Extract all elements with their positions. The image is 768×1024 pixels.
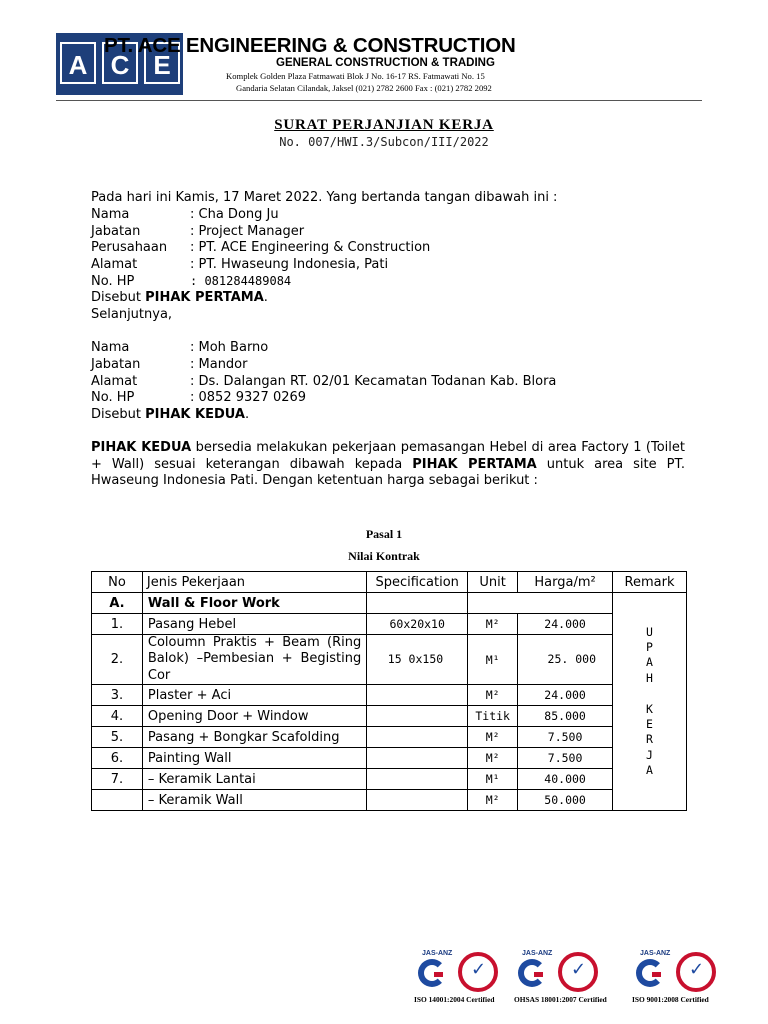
- statement-text: bersedia melakukan pekerjaan pemasangan Hebel di area Factory 1 (Toilet + Wall) sesuai keterangan dibawah kepada: [91, 440, 685, 472]
- jas-anz-label: JAS-ANZ: [640, 950, 671, 957]
- pasal-subtitle: Nilai Kontrak: [348, 549, 420, 563]
- cert-badge-ohsas18001: [514, 946, 615, 1008]
- statement-text: untuk area site PT. Hwaseung Indonesia Pati. Dengan ketentuan harga sebagai berikut :: [91, 456, 685, 489]
- row-item: Pasang + Bongkar Scafolding: [142, 727, 366, 748]
- row-spec: [367, 685, 468, 706]
- section-row: [92, 593, 687, 614]
- row-no: [92, 790, 143, 811]
- role-name: PIHAK KEDUA: [145, 407, 245, 422]
- company-address-line-2: Gandaria Selatan Cilandak, Jaksel (021) 2782 2600 Fax : (021) 2782 2092: [236, 83, 492, 93]
- logo-letter-c: C: [102, 42, 138, 84]
- table-row: [92, 614, 687, 635]
- cert-caption: ISO 9001:2008 Certified: [632, 995, 709, 1004]
- row-item: – Keramik Wall: [142, 790, 366, 811]
- row-no: 7.: [92, 769, 143, 790]
- row-unit: Titik: [468, 706, 518, 727]
- field-label: Alamat: [91, 374, 138, 389]
- cert-caption: OHSAS 18001:2007 Certified: [514, 995, 607, 1004]
- table-row: [92, 635, 687, 685]
- field-label: No. HP: [91, 390, 135, 405]
- row-item: Opening Door + Window: [142, 706, 366, 727]
- column-header: Remark: [613, 572, 687, 593]
- field-label: No. HP: [91, 274, 135, 289]
- field-value: : Cha Dong Ju: [190, 207, 279, 222]
- party1-role-line: Disebut PIHAK PERTAMA.: [91, 290, 268, 305]
- field-label: Alamat: [91, 257, 138, 272]
- field-label: Nama: [91, 207, 130, 222]
- jas-anz-g-logo-icon: [636, 959, 664, 987]
- table-row: [92, 769, 687, 790]
- remark-text: [646, 625, 653, 779]
- field-label: Jabatan: [91, 357, 141, 372]
- table-row: [92, 685, 687, 706]
- remark-letter: R: [646, 732, 653, 747]
- remark-letter: E: [646, 717, 653, 732]
- row-spec: [367, 727, 468, 748]
- row-unit: M²: [468, 685, 518, 706]
- party2-hp-row: [91, 390, 306, 405]
- field-label: Perusahaan: [91, 240, 168, 255]
- party2-alamat-row: [91, 374, 556, 389]
- field-label: Jabatan: [91, 224, 141, 239]
- column-header: Jenis Pekerjaan: [142, 572, 366, 593]
- party2-nama-row: [91, 340, 268, 355]
- party2-jabatan-row: [91, 357, 247, 372]
- jas-anz-label: JAS-ANZ: [522, 950, 553, 957]
- field-value: : Project Manager: [190, 224, 305, 239]
- row-price: 7.500: [518, 748, 613, 769]
- row-no: 1.: [92, 614, 143, 635]
- party1-alamat-row: [91, 257, 388, 272]
- row-price: 85.000: [518, 706, 613, 727]
- party1-perusahaan-row: [91, 240, 430, 255]
- cert-badge-iso9001: [632, 946, 733, 1008]
- cert-caption: ISO 14001:2004 Certified: [414, 995, 495, 1004]
- row-no: 3.: [92, 685, 143, 706]
- table-row: [92, 727, 687, 748]
- row-unit: M²: [468, 790, 518, 811]
- pasal-title: Pasal 1: [365, 527, 403, 541]
- section-no: A.: [92, 593, 143, 614]
- row-price: 7.500: [518, 727, 613, 748]
- row-no: 4.: [92, 706, 143, 727]
- row-spec: 60x20x10: [367, 614, 468, 635]
- table-row: [92, 790, 687, 811]
- field-value: : 0852 9327 0269: [190, 390, 307, 405]
- row-unit: M²: [468, 727, 518, 748]
- field-value: : PT. Hwaseung Indonesia, Pati: [190, 257, 389, 272]
- row-item: – Keramik Lantai: [142, 769, 366, 790]
- remark-letter: U: [646, 624, 653, 639]
- field-label: Nama: [91, 340, 130, 355]
- certification-seal-icon: [676, 952, 716, 992]
- role-prefix: Disebut: [91, 407, 146, 422]
- row-price: 40.000: [518, 769, 613, 790]
- field-value: : Ds. Dalangan RT. 02/01 Kecamatan Todanan Kab. Blora: [190, 374, 557, 389]
- row-price: 25. 000: [518, 635, 613, 685]
- cert-badge-iso14001: [414, 946, 515, 1008]
- certification-seal-icon: [458, 952, 498, 992]
- row-spec: [367, 748, 468, 769]
- row-item: Coloumn Praktis + Beam (Ring Balok) –Pembesian + Begisting Cor: [142, 635, 366, 685]
- statement-paragraph: [91, 440, 685, 490]
- row-price: 24.000: [518, 685, 613, 706]
- field-value: : Mandor: [190, 357, 248, 372]
- document-title: SURAT PERJANJIAN KERJA: [274, 117, 494, 133]
- field-value: : PT. ACE Engineering & Construction: [190, 240, 431, 255]
- section-title: Wall & Floor Work: [142, 593, 366, 614]
- row-unit: M²: [468, 748, 518, 769]
- remark-letter: K: [646, 701, 653, 716]
- column-header: Harga/m²: [518, 572, 613, 593]
- table-cell: [367, 593, 468, 614]
- row-unit: M¹: [468, 635, 518, 685]
- contract-table: [91, 571, 687, 811]
- remark-letter: A: [646, 763, 653, 778]
- row-spec: [367, 706, 468, 727]
- remark-letter: P: [646, 639, 653, 654]
- company-tagline: GENERAL CONSTRUCTION & TRADING: [276, 57, 495, 69]
- role-prefix: Disebut: [91, 290, 146, 305]
- next-text: Selanjutnya,: [91, 307, 173, 322]
- jas-anz-g-logo-icon: [418, 959, 446, 987]
- row-spec: [367, 769, 468, 790]
- party2-role-line: Disebut PIHAK KEDUA.: [91, 407, 250, 422]
- field-value: : Moh Barno: [190, 340, 269, 355]
- party1-hp-row: [91, 274, 291, 289]
- certification-seal-icon: [558, 952, 598, 992]
- column-header: Unit: [468, 572, 518, 593]
- row-price: 50.000: [518, 790, 613, 811]
- company-address-line-1: Komplek Golden Plaza Fatmawati Blok J No. 16-17 RS. Fatmawati No. 15: [226, 71, 485, 81]
- row-spec: [367, 790, 468, 811]
- remark-letter: A: [646, 655, 653, 670]
- logo-letter-a: A: [60, 42, 96, 84]
- column-header: No: [92, 572, 143, 593]
- jas-anz-label: JAS-ANZ: [422, 950, 453, 957]
- remark-letter: J: [646, 747, 653, 762]
- row-unit: M²: [468, 614, 518, 635]
- row-item: Painting Wall: [142, 748, 366, 769]
- role-name: PIHAK PERTAMA: [145, 290, 264, 305]
- party-ref: PIHAK PERTAMA: [412, 456, 537, 472]
- party1-nama-row: [91, 207, 279, 222]
- row-no: 6.: [92, 748, 143, 769]
- row-spec: 15 0x150: [367, 635, 468, 685]
- row-no: 5.: [92, 727, 143, 748]
- jas-anz-g-logo-icon: [518, 959, 546, 987]
- table-header-row: [92, 572, 687, 593]
- row-item: Plaster + Aci: [142, 685, 366, 706]
- row-no: 2.: [92, 635, 143, 685]
- intro-text: Pada hari ini Kamis, 17 Maret 2022. Yang bertanda tangan dibawah ini :: [91, 190, 558, 205]
- remark-cell: [613, 593, 687, 811]
- table-row: [92, 706, 687, 727]
- company-name: PT. ACE ENGINEERING & CONSTRUCTION: [104, 34, 516, 57]
- table-row: [92, 748, 687, 769]
- column-header: Specification: [367, 572, 468, 593]
- field-value: : 081284489084: [190, 274, 292, 288]
- document-number: No. 007/HWI.3/Subcon/III/2022: [279, 135, 489, 149]
- row-item: Pasang Hebel: [142, 614, 366, 635]
- party-ref: PIHAK KEDUA: [91, 440, 192, 455]
- header-divider: [56, 100, 702, 101]
- logo-letter-e: E: [144, 42, 180, 84]
- party1-jabatan-row: [91, 224, 304, 239]
- row-price: 24.000: [518, 614, 613, 635]
- remark-letter: H: [646, 670, 653, 685]
- table-cell: [468, 593, 613, 614]
- row-unit: M¹: [468, 769, 518, 790]
